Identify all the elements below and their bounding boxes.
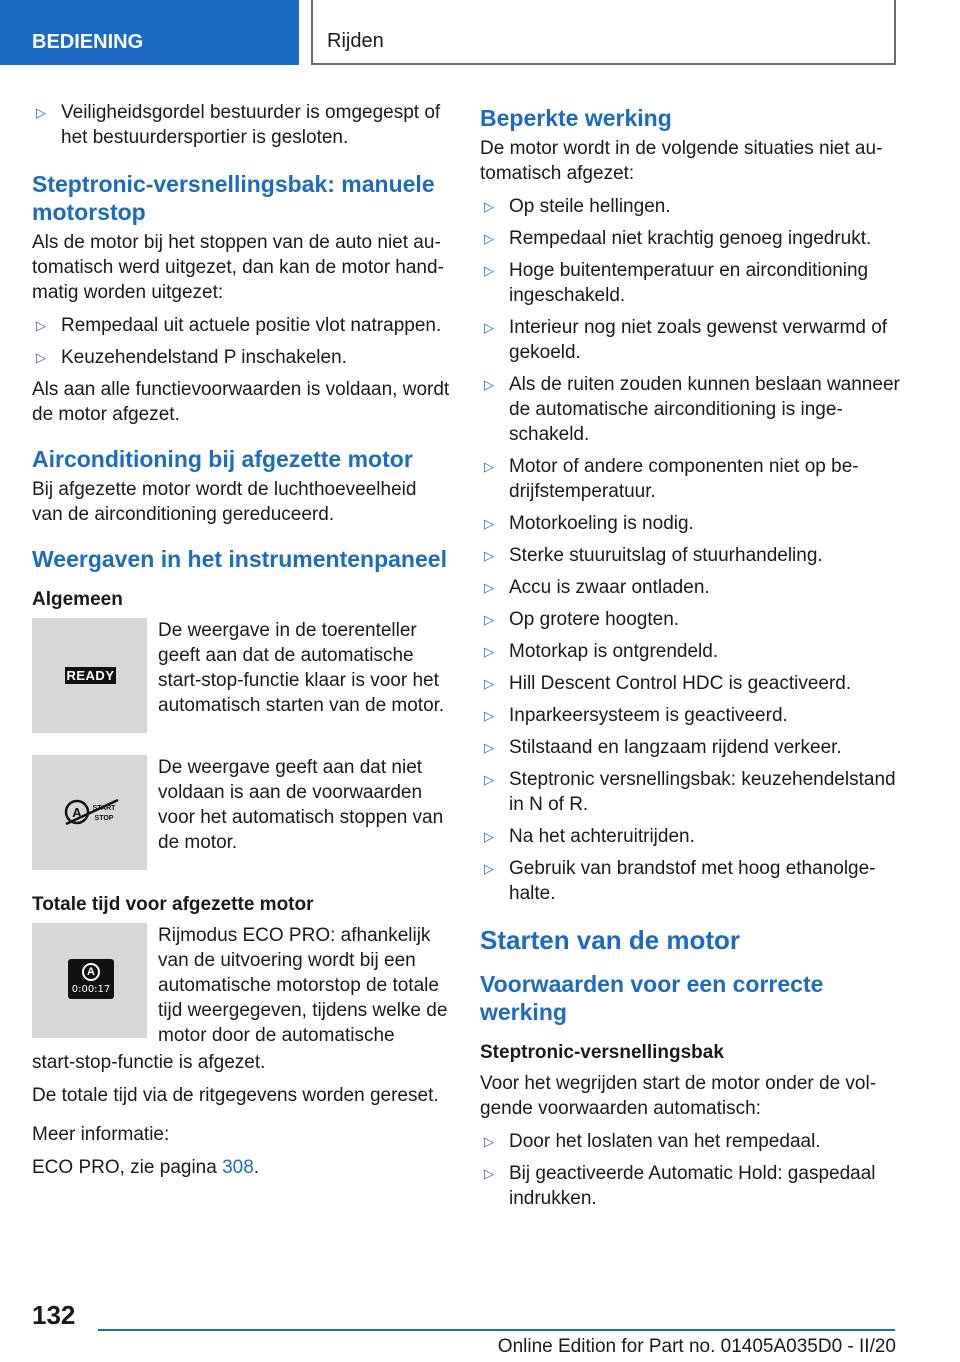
list-item: ▷ Op steile hellingen.: [484, 196, 671, 217]
svg-text:STOP: STOP: [94, 815, 114, 822]
paragraph-steptronic: Voor het wegrijden start de motor onder de volgende voorwaarden automatisch:: [480, 1073, 877, 1119]
figure-row-ready: [32, 618, 452, 733]
list-item: ▷ Gebruik van brandstof met hoog ethanolgehalte.: [484, 858, 876, 904]
figure-row-timer: [32, 923, 452, 1048]
bullet-triangle-icon: ▷: [484, 320, 494, 335]
heading-aircon: Airconditioning bij afgezette motor: [32, 446, 413, 472]
paragraph-eco-pro: ECO PRO, zie pagina 308.: [32, 1157, 260, 1178]
start-stop-crossed-icon: [64, 798, 120, 826]
heading-manual-stop: Steptronic-versnellingsbak: manuele motorstop: [32, 171, 435, 225]
list-item: ▷ Motorkoeling is nodig.: [484, 513, 694, 534]
bullet-triangle-icon: ▷: [484, 580, 494, 595]
paragraph-timer-continued: start-stop-functie is afgezet.: [32, 1052, 266, 1073]
bullet-triangle-icon: ▷: [484, 676, 494, 691]
start-bullet-list: [480, 1129, 900, 1211]
bullet-triangle-icon: ▷: [484, 516, 494, 531]
list-item: ▷ Motorkap is ontgrendeld.: [484, 641, 719, 662]
limited-bullet-list: [480, 194, 900, 906]
figure-text-stop: De weergave geeft aan dat niet voldaan is aan de voorwaarden voor het automatisch stoppen van de motor.: [158, 757, 444, 853]
list-item: ▷ Hoge buitentemperatuur en airconditioning ingeschakeld.: [484, 260, 869, 306]
list-item: ▷ Veiligheidsgordel bestuurder is omgegespt of het bestuurdersportier is gesloten.: [36, 102, 441, 148]
bullet-triangle-icon: ▷: [484, 548, 494, 563]
footer-divider: [98, 1329, 895, 1331]
header-section: BEDIENING: [0, 0, 299, 65]
heading-general: Algemeen: [32, 589, 123, 610]
figure-row-stop: [32, 755, 452, 870]
list-item: ▷ Keuzehendelstand P inschakelen.: [36, 347, 347, 368]
bullet-triangle-icon: ▷: [484, 772, 494, 787]
bullet-triangle-icon: ▷: [36, 318, 46, 333]
bullet-triangle-icon: ▷: [484, 231, 494, 246]
bullet-triangle-icon: ▷: [484, 644, 494, 659]
bullet-triangle-icon: ▷: [484, 1166, 494, 1181]
header-chapter: Rijden: [311, 0, 896, 65]
ready-indicator-image: [32, 618, 147, 733]
bullet-triangle-icon: ▷: [484, 377, 494, 392]
bullet-triangle-icon: ▷: [484, 740, 494, 755]
list-item: ▷ Inparkeersysteem is geactiveerd.: [484, 705, 788, 726]
heading-steptronic: Steptronic-versnellingsbak: [480, 1042, 724, 1063]
total-time-image: [32, 923, 147, 1038]
list-item: ▷ Als de ruiten zouden kunnen beslaan wanneer de automatische airconditioning is ingeschakeld.: [484, 374, 900, 445]
paragraph-manual-stop: Als de motor bij het stoppen van de auto niet automatisch werd uitgezet, dan kan de motor handmatig worden uitgezet:: [32, 232, 444, 303]
heading-total-time: Totale tijd voor afgezette motor: [32, 894, 314, 915]
page-number: 132: [32, 1300, 76, 1330]
page-link-308[interactable]: 308: [222, 1157, 254, 1178]
bullet-triangle-icon: ▷: [484, 459, 494, 474]
svg-text:START: START: [92, 805, 116, 812]
bullet-triangle-icon: ▷: [484, 861, 494, 876]
bullet-triangle-icon: ▷: [484, 829, 494, 844]
list-item: ▷ Hill Descent Control HDC is geactiveerd.: [484, 673, 852, 694]
bullet-triangle-icon: ▷: [484, 1134, 494, 1149]
list-item: ▷ Steptronic versnellingsbak: keuzehendelstand in N of R.: [484, 769, 896, 815]
list-item: ▷ Na het achteruitrijden.: [484, 826, 695, 847]
figure-text-timer: Rijmodus ECO PRO: afhankelijk van de uitvoering wordt bij een automatische motorstop de totale tijd weergegeven, tijdens welke de motor door de automatische: [158, 925, 448, 1046]
bullet-triangle-icon: ▷: [36, 105, 46, 120]
paragraph-manual-after: Als aan alle functievoorwaarden is voldaan, wordt de motor afgezet.: [32, 379, 450, 425]
heading-limited: Beperkte werking: [480, 105, 672, 131]
svg-text:A: A: [72, 805, 82, 820]
list-item: ▷ Sterke stuuruitslag of stuurhandeling.: [484, 545, 823, 566]
list-item: ▷ Bij geactiveerde Automatic Hold: gaspedaal indrukken.: [484, 1163, 876, 1209]
paragraph-limited: De motor wordt in de volgende situaties niet automatisch afgezet:: [480, 138, 883, 184]
bullet-triangle-icon: ▷: [484, 612, 494, 627]
footer-edition: Online Edition for Part no. 01405A035D0 - II/20: [497, 1336, 896, 1357]
start-stop-unavailable-image: [32, 755, 147, 870]
intro-bullet-list: [32, 100, 452, 150]
paragraph-aircon: Bij afgezette motor wordt de luchthoeveelheid van de airconditioning gereduceerd.: [32, 479, 417, 525]
right-column: [480, 100, 900, 1218]
list-item: ▷ Interieur nog niet zoals gewenst verwarmd of gekoeld.: [484, 317, 888, 363]
left-column: [32, 100, 452, 1188]
list-item: ▷ Door het loslaten van het rempedaal.: [484, 1131, 821, 1152]
list-item: ▷ Rempedaal uit actuele positie vlot natrappen.: [36, 315, 442, 336]
list-item: ▷ Accu is zwaar ontladen.: [484, 577, 710, 598]
list-item: ▷ Rempedaal niet krachtig genoeg ingedrukt.: [484, 228, 872, 249]
list-item: ▷ Op grotere hoogten.: [484, 609, 680, 630]
list-item: ▷ Motor of andere componenten niet op bedrijfstemperatuur.: [484, 456, 859, 502]
figure-text-ready: De weergave in de toerenteller geeft aan dat de automatische start-stop-functie klaar is voor het automatisch starten van de motor.: [158, 620, 445, 716]
manual-bullet-list: [32, 313, 452, 370]
paragraph-more-info: Meer informatie:: [32, 1124, 170, 1145]
bullet-triangle-icon: ▷: [484, 199, 494, 214]
timer-icon: A 0:00:17: [68, 959, 114, 999]
bullet-triangle-icon: ▷: [484, 263, 494, 278]
ready-icon: READY: [66, 668, 115, 683]
paragraph-reset: De totale tijd via de ritgegevens worden gereset.: [32, 1085, 439, 1106]
heading-start-engine: Starten van de motor: [480, 925, 741, 955]
heading-conditions: Voorwaarden voor een correcte werking: [480, 971, 824, 1025]
list-item: ▷ Stilstaand en langzaam rijdend verkeer.: [484, 737, 842, 758]
heading-display: Weergaven in het instrumentenpaneel: [32, 546, 447, 572]
bullet-triangle-icon: ▷: [36, 350, 46, 365]
bullet-triangle-icon: ▷: [484, 708, 494, 723]
